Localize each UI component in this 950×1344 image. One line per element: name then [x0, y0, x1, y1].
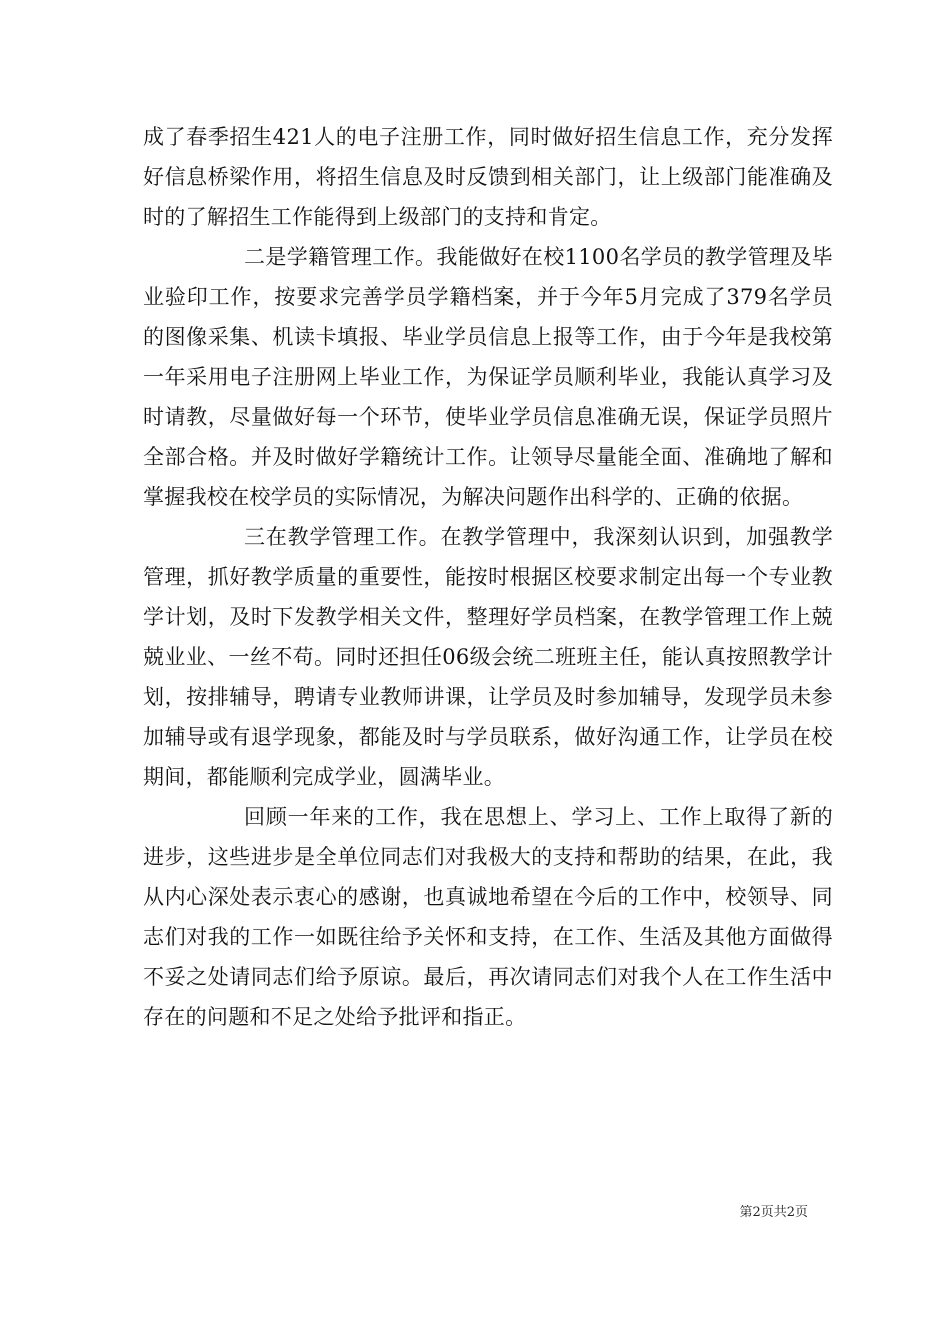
- paragraph-review: 回顾一年来的工作，我在思想上、学习上、工作上取得了新的进步，这些进步是全单位同志们对我极大的支持和帮助的结果，在此，我从内心深处表示衷心的感谢，也真诚地希望在今后的工作中，校领导、同志们对我的工作一如既往给予关怀和支持，在工作、生活及其他方面做得不妥之处请同志们给予原谅。最后，再次请同志们对我个人在工作生活中存在的问题和不足之处给予批评和指正。: [143, 805, 833, 1029]
- paragraph-student-records: 二是学籍管理工作。我能做好在校1100名学员的教学管理及毕业验印工作，按要求完善学员学籍档案，并于今年5月完成了379名学员的图像采集、机读卡填报、毕业学员信息上报等工作，由于今年是我校第一年采用电子注册网上毕业工作，为保证学员顺利毕业，我能认真学习及时请教，尽量做好每一个环节，使毕业学员信息准确无误，保证学员照片全部合格。并及时做好学籍统计工作。让领导尽量能全面、准确地了解和掌握我校在校学员的实际情况，为解决问题作出科学的、正确的依据。: [143, 245, 833, 509]
- page-number-footer: 第2页共2页: [739, 1205, 808, 1220]
- paragraph-teaching-management: 三在教学管理工作。在教学管理中，我深刻认识到，加强教学管理，抓好教学质量的重要性，能按时根据区校要求制定出每一个专业教学计划，及时下发教学相关文件，整理好学员档案，在教学管理工作上兢兢业业、一丝不苟。同时还担任06级会统二班班主任，能认真按照教学计划，按排辅导，聘请专业教师讲课，让学员及时参加辅导，发现学员未参加辅导或有退学现象，都能及时与学员联系，做好沟通工作，让学员在校期间，都能顺利完成学业，圆满毕业。: [143, 525, 833, 789]
- document-body: [143, 117, 833, 1037]
- paragraph-enrollment: 成了春季招生421人的电子注册工作，同时做好招生信息工作，充分发挥好信息桥梁作用，将招生信息及时反馈到相关部门，让上级部门能准确及时的了解招生工作能得到上级部门的支持和肯定。: [143, 125, 833, 229]
